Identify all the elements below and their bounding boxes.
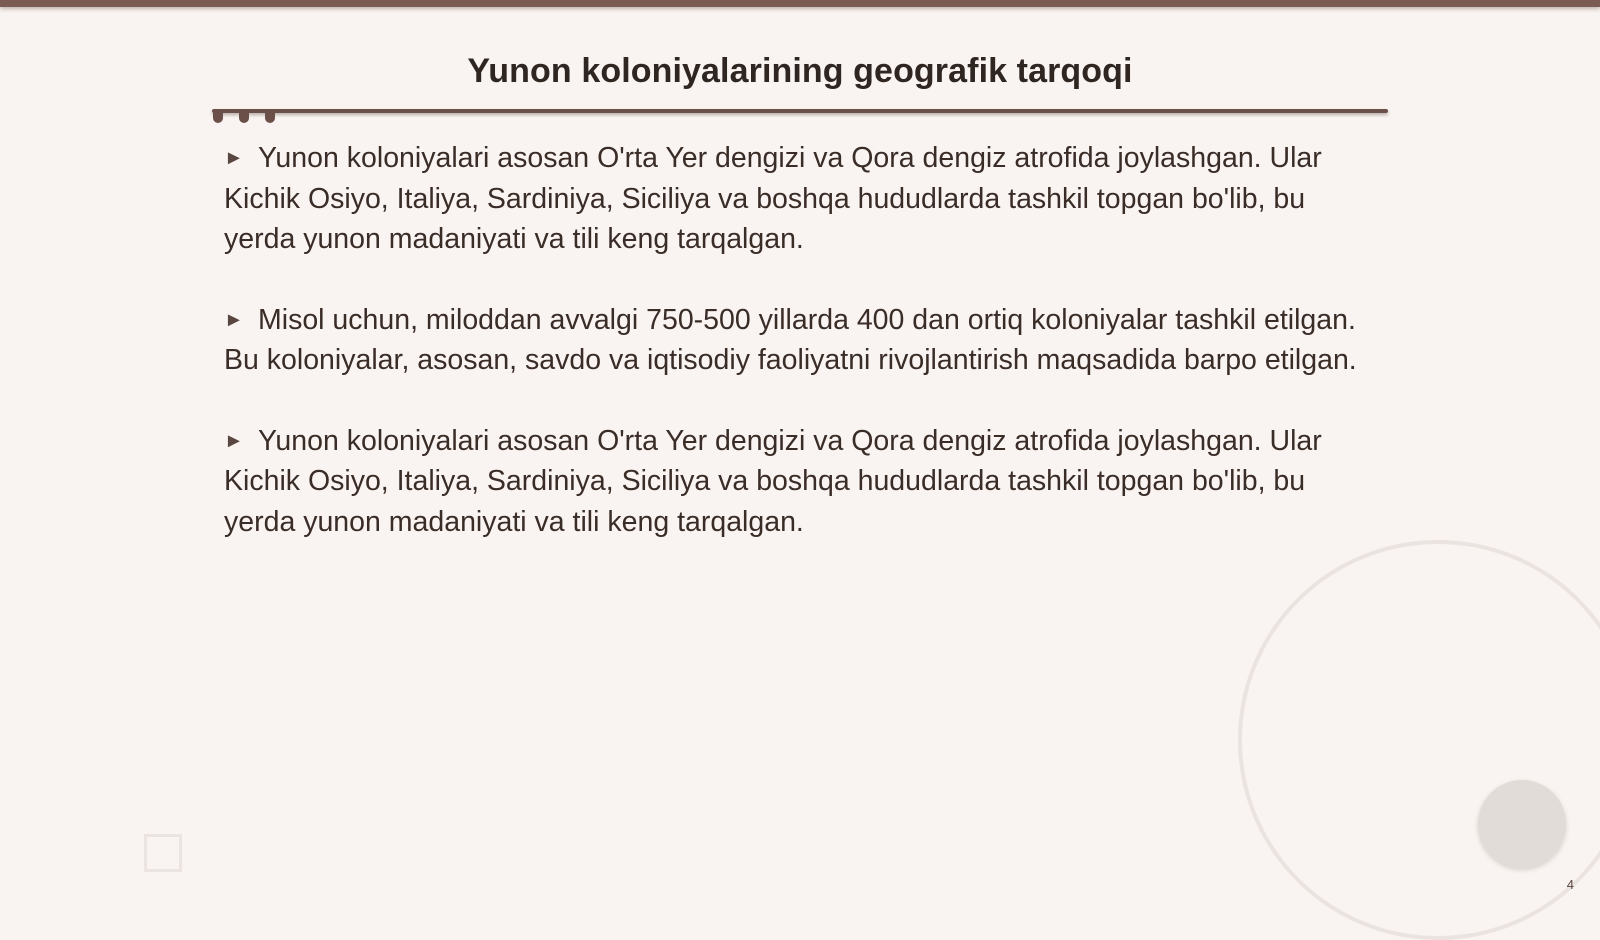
decorative-dot — [213, 113, 223, 123]
decorative-ring — [1238, 540, 1600, 940]
bullet-item — [224, 138, 1364, 260]
slide-title: Yunon koloniyalarining geografik tarqoqi — [467, 52, 1133, 90]
bullet-item — [224, 300, 1364, 381]
decorative-circle — [1478, 780, 1566, 868]
bullet-arrow-icon: ► — [224, 429, 244, 452]
page-number: 4 — [1566, 877, 1574, 892]
title-underline — [212, 109, 1388, 113]
bullet-item — [224, 421, 1364, 543]
bullet-list — [224, 138, 1364, 582]
decorative-dot — [239, 113, 249, 123]
bullet-text: Yunon koloniyalari asosan O'rta Yer dengizi va Qora dengiz atrofida joylashgan. Ular Kichik Osiyo, Italiya, Sardiniya, Siciliya va boshqa hududlarda tashkil topgan bo'lib, bu yerda yunon madaniyati va tili keng tarqalgan. — [224, 424, 1322, 538]
top-accent-bar — [0, 0, 1600, 7]
bullet-arrow-icon: ► — [224, 147, 244, 169]
bullet-text: Yunon koloniyalari asosan O'rta Yer dengizi va Qora dengiz atrofida joylashgan. Ular Kichik Osiyo, Italiya, Sardiniya, Siciliya va boshqa hududlarda tashkil topgan bo'lib, bu yerda yunon madaniyati va tili keng tarqalgan. — [224, 142, 1322, 255]
bullet-arrow-icon: ► — [224, 308, 244, 331]
decorative-dot — [265, 113, 275, 123]
bullet-text: Misol uchun, miloddan avvalgi 750-500 yillarda 400 dan ortiq koloniyalar tashkil etilgan. Bu koloniyalar, asosan, savdo va iqtisodiy faoliyatni rivojlantirish maqsadida barpo etilgan. — [224, 303, 1357, 376]
decorative-square — [144, 834, 182, 872]
